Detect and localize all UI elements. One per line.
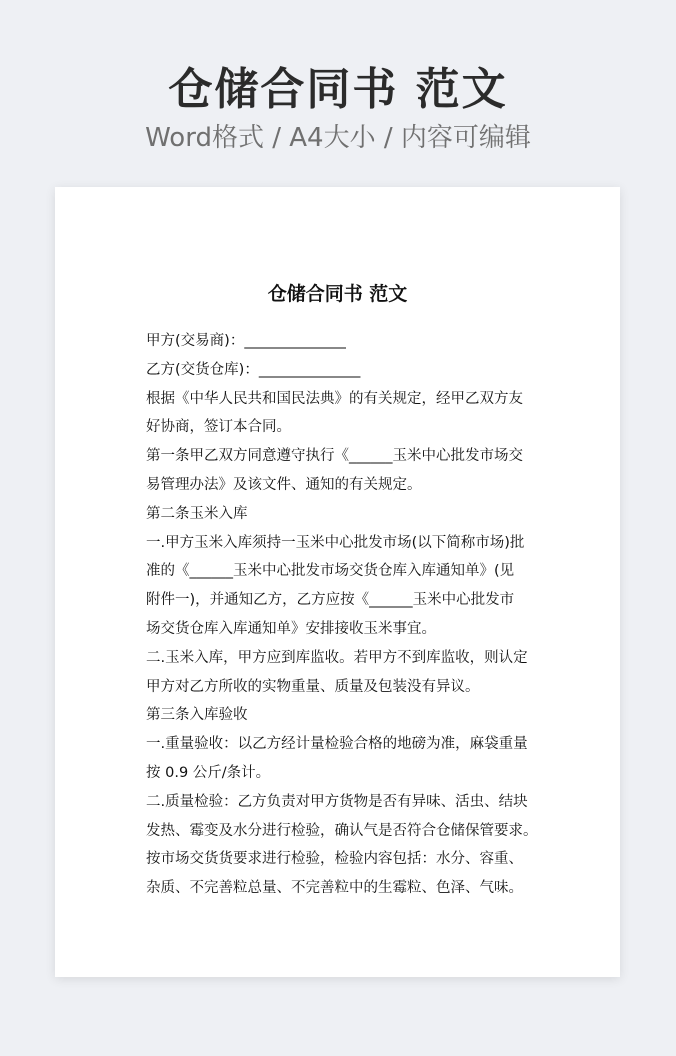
page-subtitle: Word格式 / A4大小 / 内容可编辑 [145,123,531,153]
document-line: 附件一)，并通知乙方，乙方应按《______玉米中心批发市 [146,592,515,609]
document-line: 根据《中华人民共和国民法典》的有关规定，经甲乙双方友 [146,390,523,407]
document-line: 准的《______玉米中心批发市场交货仓库入库通知单》(见 [146,563,515,580]
document-line: 一.甲方玉米入库须持一玉米中心批发市场(以下简称市场)批 [146,534,525,551]
document-line: 按 0.9 公斤/条计。 [146,764,271,781]
document-page [55,187,620,977]
document-line: 一.重量验收：以乙方经计量检验合格的地磅为准，麻袋重量 [146,736,528,753]
document-line: 乙方(交货仓库)：______________ [146,361,361,378]
document-line: 甲方对乙方所收的实物重量、质量及包装没有异议。 [146,678,480,695]
document-line: 杂质、不完善粒总量、不完善粒中的生霉粒、色泽、气味。 [146,880,523,897]
document-title: 仓储合同书 范文 [267,283,408,305]
page-header [0,62,676,156]
document-line: 发热、霉变及水分进行检验，确认气是否符合仓储保管要求。 [146,822,538,839]
document-line: 第一条甲乙双方同意遵守执行《______玉米中心批发市场交 [146,448,523,465]
document-line: 甲方(交易商)：______________ [146,333,346,349]
document-line: 二.玉米入库，甲方应到库监收。若甲方不到库监收，则认定 [146,649,528,666]
document-line: 按市场交货货要求进行检验，检验内容包括：水分、容重、 [146,851,523,868]
document-line: 易管理办法》及该文件、通知的有关规定。 [146,476,422,493]
document-line: 第二条玉米入库 [146,505,248,522]
page-title: 仓储合同书 范文 [168,64,508,115]
document-line: 二.质量检验：乙方负责对甲方货物是否有异味、活虫、结块 [146,793,528,810]
document-line: 第三条入库验收 [146,707,248,724]
document-body [146,327,546,903]
document-line: 场交货仓库入库通知单》安排接收玉米事宜。 [146,620,436,637]
document-line: 好协商，签订本合同。 [146,419,291,436]
